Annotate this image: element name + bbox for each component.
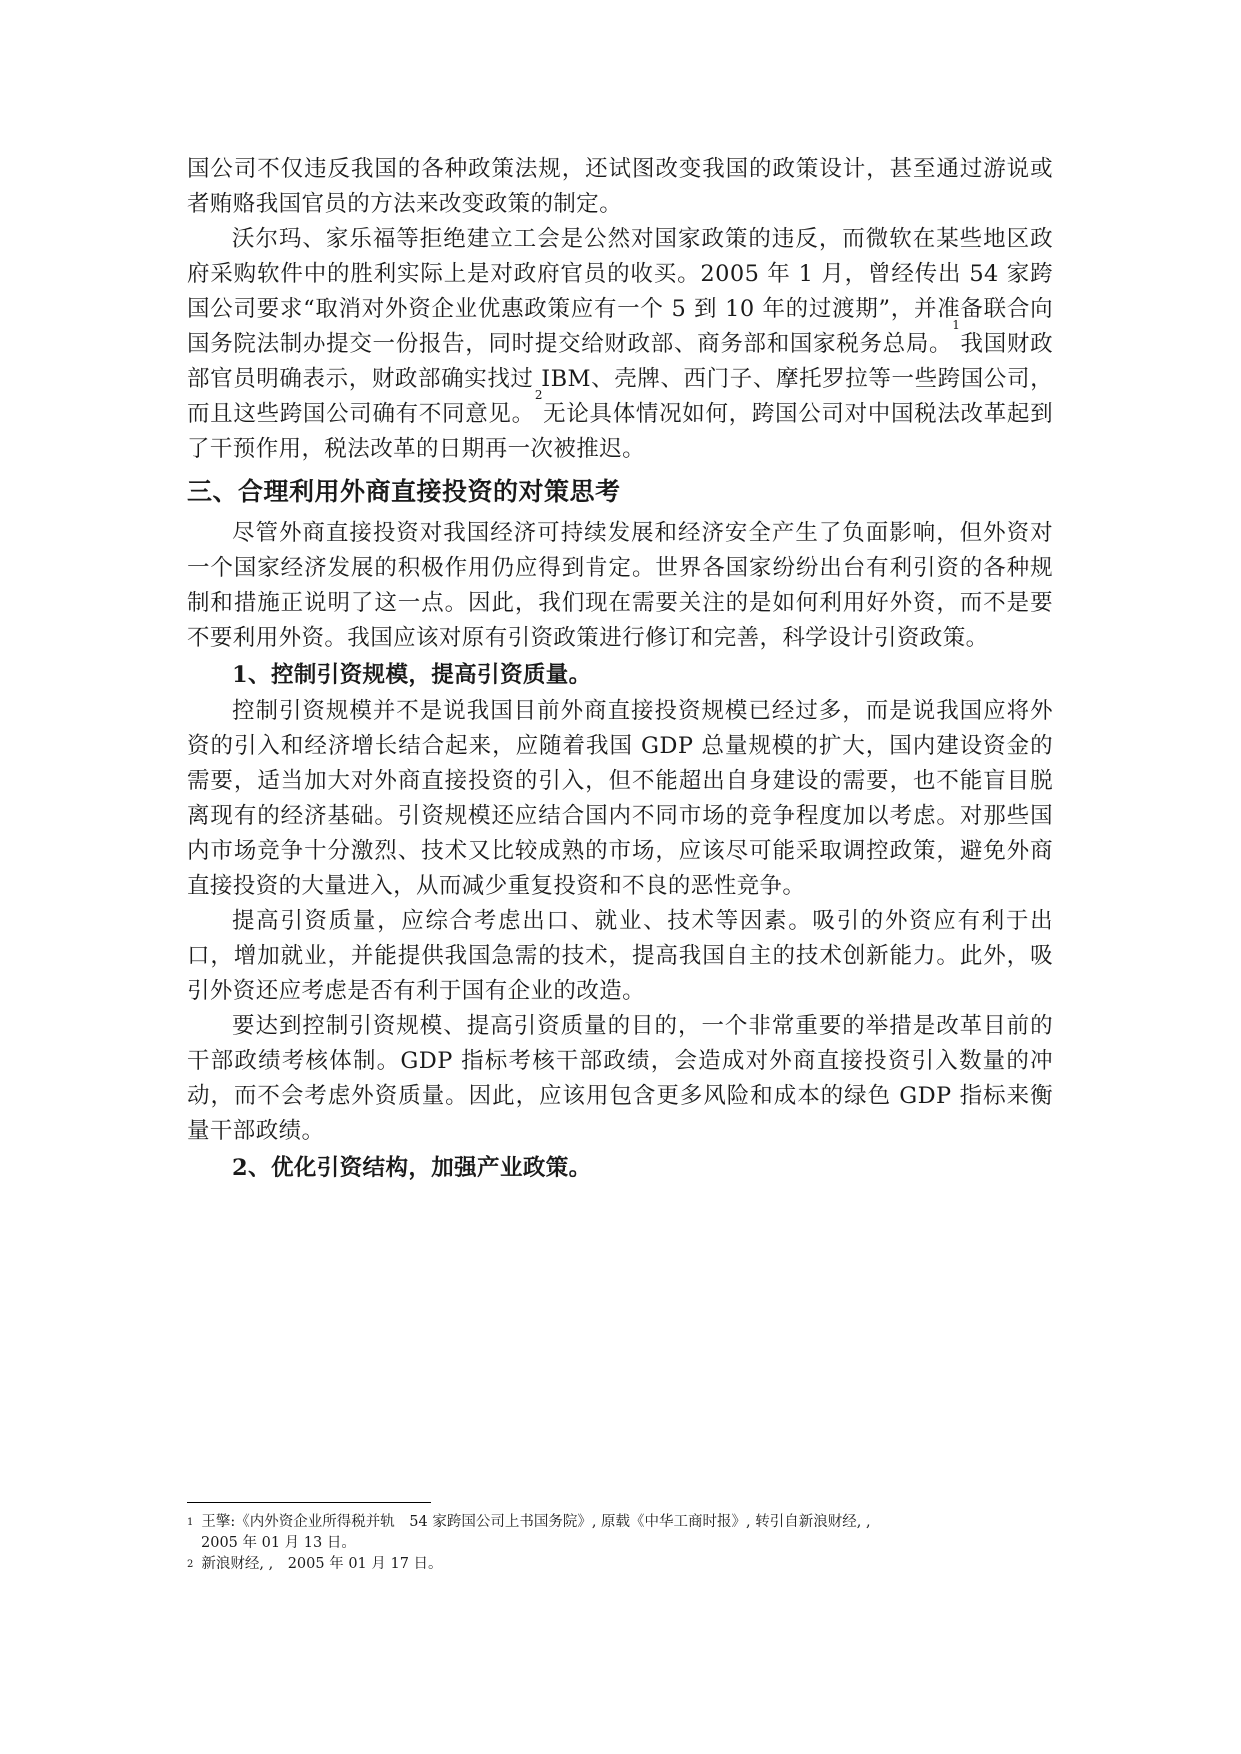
subheading-1: 1、控制引资规模，提高引资质量。 <box>232 662 592 688</box>
footnotes <box>187 1512 1053 1575</box>
paragraph-text: 沃尔玛、家乐福等拒绝建立工会是公然对国家政策的违反，而微软在某些地区政府采购软件中的胜利实际上是对政府官员的收买。2005 年 1 月，曾经传出 54 家跨国公司要求“取消对外资企业优惠政策应有一个 5 到 10 年的过渡期”，并准备联合向国务院法制办提交一份报告，同时提交给财政部、商务部和国家税务总局。 <box>187 226 1053 357</box>
footnote-divider <box>187 1502 431 1503</box>
footnote-2 <box>187 1554 1053 1575</box>
footnote-1 <box>187 1512 1053 1554</box>
footnote-number: 2 <box>187 1559 194 1570</box>
paragraph-evaluation-reform: 要达到控制引资规模、提高引资质量的目的，一个非常重要的举措是改革目前的干部政绩考核体制。GDP 指标考核干部政绩，会造成对外商直接投资引入数量的冲动，而不会考虑外资质量。因此，应该用包含更多风险和成本的绿色 GDP 指标来衡量干部政绩。 <box>187 1013 1053 1144</box>
paragraph-intro: 尽管外商直接投资对我国经济可持续发展和经济安全产生了负面影响，但外资对一个国家经济发展的积极作用仍应得到肯定。世界各国家纷纷出台有利引资的各种规制和措施正说明了这一点。因此，我们现在需要关注的是如何利用好外资，而不是要不要利用外资。我国应该对原有引资政策进行修订和完善，科学设计引资政策。 <box>187 520 1053 651</box>
footnote-number: 1 <box>187 1517 194 1528</box>
document-page <box>187 152 1053 1187</box>
paragraph-scale-control: 控制引资规模并不是说我国目前外商直接投资规模已经过多，而是说我国应将外资的引入和经济增长结合起来，应随着我国 GDP 总量规模的扩大，国内建设资金的需要，适当加大对外商直接投资的引入，但不能超出自身建设的需要，也不能盲目脱离现有的经济基础。引资规模还应结合国内不同市场的竞争程度加以考虑。对那些国内市场竞争十分激烈、技术又比较成熟的市场，应该尽可能采取调控政策，避免外商直接投资的大量进入，从而减少重复投资和不良的恶性竞争。 <box>187 698 1053 899</box>
footnote-ref-2[interactable]: 2 <box>534 388 543 402</box>
paragraph-multinational-intervention <box>187 222 1053 467</box>
footnote-text: 新浪财经, , 2005 年 01 月 17 日。 <box>201 1556 443 1572</box>
subheading-2: 2、优化引资结构，加强产业政策。 <box>232 1155 592 1181</box>
paragraph-text: 无论具体情况如何，跨国公司对中国税法改革起到了干预作用，税法改革的日期再一次被推迟。 <box>187 401 1053 462</box>
paragraph-quality: 提高引资质量，应综合考虑出口、就业、技术等因素。吸引的外资应有利于出口，增加就业，并能提供我国急需的技术，提高我国自主的技术创新能力。此外，吸引外资还应考虑是否有利于国有企业的改造。 <box>187 908 1053 1004</box>
section-heading: 三、合理利用外商直接投资的对策思考 <box>187 477 621 506</box>
footnote-text-continued: 2005 年 01 月 13 日。 <box>201 1535 356 1551</box>
footnote-text: 王擎:《内外资企业所得税并轨 54 家跨国公司上书国务院》, 原载《中华工商时报》, 转引自新浪财经, , <box>201 1514 871 1530</box>
paragraph-text: 我国财政部官员明确表示，财政部确实找过 IBM、壳牌、西门子、摩托罗拉等一些跨国公司，而且这些跨国公司确有不同意见。 <box>187 331 1054 427</box>
paragraph-continuation: 国公司不仅违反我国的各种政策法规，还试图改变我国的政策设计，甚至通过游说或者贿赂我国官员的方法来改变政策的制定。 <box>187 156 1053 217</box>
footnote-ref-1[interactable]: 1 <box>952 318 961 332</box>
